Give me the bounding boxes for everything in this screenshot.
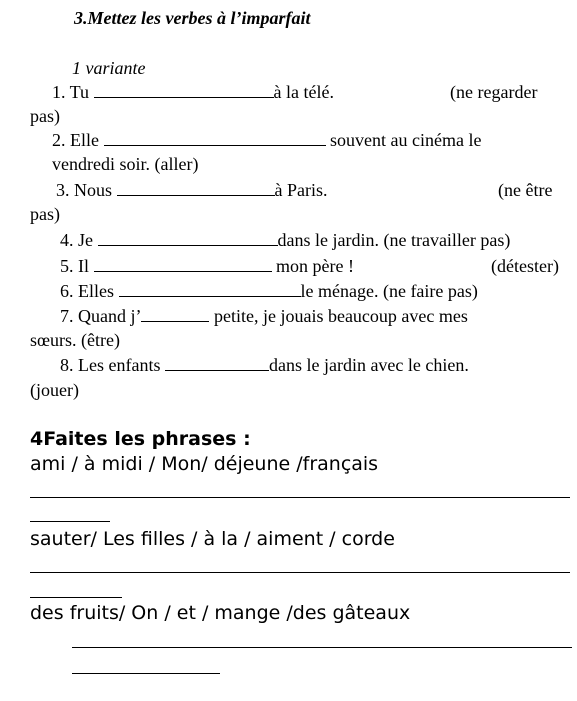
item-4-blank[interactable]: [98, 230, 278, 246]
item-3-continuation: pas): [30, 204, 60, 224]
phrase-3: des fruits/ On / et / mange /des gâteaux: [30, 602, 411, 624]
answer-line-2-continuation[interactable]: [30, 597, 122, 598]
item-3-hint: (ne être: [498, 180, 553, 200]
item-3-blank[interactable]: [117, 180, 275, 196]
item-6-line: [60, 279, 478, 303]
item-1-prefix: 1. Tu: [52, 82, 94, 102]
item-4-line: [60, 228, 510, 252]
variant-label: 1 variante: [72, 58, 146, 78]
item-8-line: [60, 353, 469, 377]
item-6-prefix: 6. Elles: [60, 281, 119, 301]
item-8-continuation: (jouer): [30, 380, 79, 400]
exercise-4-title: 4Faites les phrases :: [30, 428, 251, 450]
item-6-suffix: le ménage. (ne faire pas): [300, 281, 478, 301]
item-5-blank[interactable]: [94, 256, 272, 272]
item-4-suffix: dans le jardin. (ne travailler pas): [277, 230, 511, 250]
answer-line-1[interactable]: [30, 497, 570, 498]
item-1-line: [52, 80, 334, 104]
answer-line-2[interactable]: [30, 572, 570, 573]
item-1-suffix: à la télé.: [273, 82, 335, 102]
item-7-suffix: petite, je jouais beaucoup avec mes: [209, 306, 468, 326]
item-8-prefix: 8. Les enfants: [60, 355, 165, 375]
phrase-1: ami / à midi / Mon/ déjeune /français: [30, 453, 379, 475]
item-7-line: [60, 304, 468, 328]
item-5-prefix: 5. Il: [60, 256, 94, 276]
item-3-suffix: à Paris.: [274, 180, 328, 200]
item-3-line: [56, 178, 328, 202]
item-5-hint: (détester): [491, 256, 559, 276]
item-2-blank[interactable]: [104, 130, 326, 146]
item-1-blank[interactable]: [94, 82, 274, 98]
item-4-prefix: 4. Je: [60, 230, 98, 250]
answer-line-1-continuation[interactable]: [30, 521, 110, 522]
item-8-blank[interactable]: [165, 355, 269, 371]
item-2-line: [52, 128, 481, 152]
item-2-continuation: vendredi soir. (aller): [52, 154, 199, 174]
item-2-suffix: souvent au cinéma le: [325, 130, 482, 150]
item-3-prefix: 3. Nous: [56, 180, 117, 200]
phrase-2: sauter/ Les filles / à la / aiment / corde: [30, 528, 395, 550]
item-2-prefix: 2. Elle: [52, 130, 104, 150]
item-1-hint: (ne regarder: [450, 82, 538, 102]
item-7-blank[interactable]: [141, 306, 209, 322]
item-1-continuation: pas): [30, 106, 60, 126]
item-5-suffix: mon père !: [271, 256, 354, 276]
exercise-3-title: 3.Mettez les verbes à l’imparfait: [74, 8, 311, 28]
item-7-prefix: 7. Quand j’: [60, 306, 142, 326]
item-8-suffix: dans le jardin avec le chien.: [268, 355, 469, 375]
answer-line-3[interactable]: [72, 647, 572, 648]
item-7-continuation: sœurs. (être): [30, 330, 120, 350]
item-6-blank[interactable]: [119, 281, 301, 297]
item-5-line: [60, 254, 354, 278]
answer-line-3-continuation[interactable]: [72, 673, 220, 674]
